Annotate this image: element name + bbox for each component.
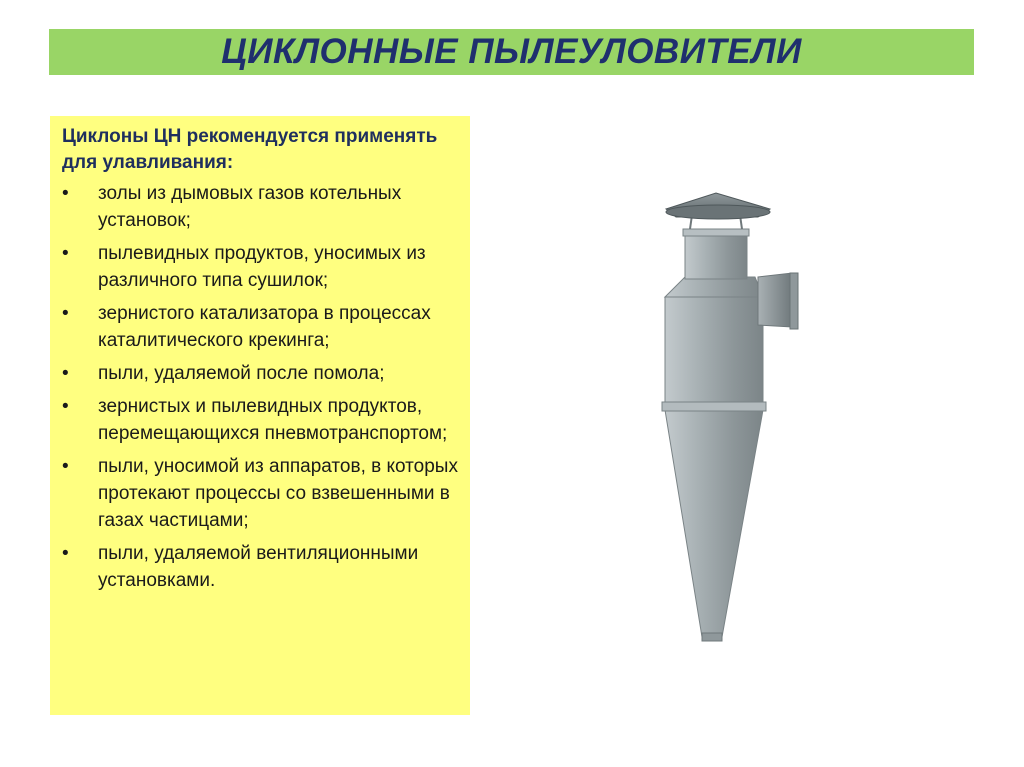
title-bar — [49, 29, 974, 75]
list-item-text: золы из дымовых газов котельных установок; — [98, 183, 402, 231]
text-box — [50, 116, 470, 715]
list-item-text: зернистых и пылевидных продуктов, перемещающихся пневмотранспортом; — [98, 396, 448, 444]
bullet-icon: • — [62, 396, 69, 417]
bullet-icon: • — [62, 243, 69, 264]
slide-title: ЦИКЛОННЫЕ ПЫЛЕУЛОВИТЕЛИ — [221, 32, 802, 71]
bullet-list — [62, 180, 460, 594]
bullet-icon: • — [62, 363, 69, 384]
list-item-text: пыли, удаляемой вентиляционными установками. — [98, 543, 419, 591]
cyclone-dust-collector-icon — [640, 185, 820, 645]
list-item — [62, 180, 460, 234]
list-item — [62, 300, 460, 354]
list-item-text: пылевидных продуктов, уносимых из различного типа сушилок; — [98, 243, 426, 291]
list-item — [62, 453, 460, 534]
bullet-icon: • — [62, 303, 69, 324]
bullet-icon: • — [62, 543, 69, 564]
list-item — [62, 360, 460, 387]
intro-text: Циклоны ЦН рекомендуется применять для улавливания: — [62, 126, 438, 173]
list-item — [62, 240, 460, 294]
list-item — [62, 540, 460, 594]
bullet-icon: • — [62, 456, 69, 477]
list-item-text: зернистого катализатора в процессах каталитического крекинга; — [98, 303, 431, 351]
list-item — [62, 393, 460, 447]
bullet-icon: • — [62, 183, 69, 204]
list-item-text: пыли, уносимой из аппаратов, в которых протекают процессы со взвешенными в газах частицами; — [98, 456, 458, 531]
list-item-text: пыли, удаляемой после помола; — [98, 363, 385, 384]
cyclone-image — [640, 185, 820, 645]
